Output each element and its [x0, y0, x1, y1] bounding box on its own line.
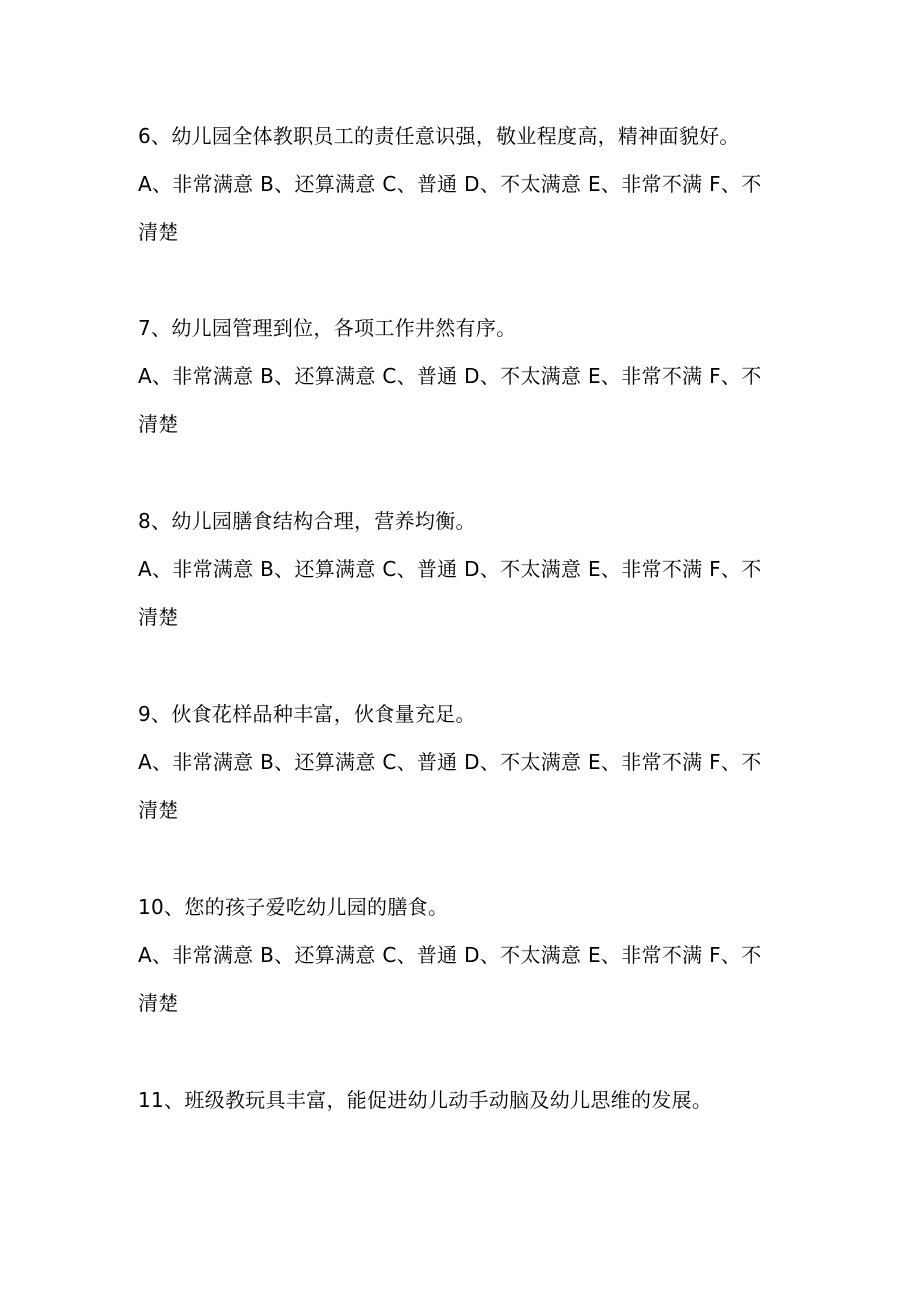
question-6-options-continued: 清楚: [138, 220, 179, 244]
question-8-options-continued: 清楚: [138, 605, 179, 629]
question-10-text: 10、您的孩子爱吃幼儿园的膳食。: [138, 895, 449, 919]
question-6-text: 6、幼儿园全体教职员工的责任意识强，敬业程度高，精神面貌好。: [138, 124, 740, 148]
question-8-options: A、非常满意 B、还算满意 C、普通 D、不太满意 E、非常不满 F、不: [138, 557, 762, 581]
question-11-text: 11、班级教玩具丰富，能促进幼儿动手动脑及幼儿思维的发展。: [138, 1088, 713, 1112]
question-8-text: 8、幼儿园膳食结构合理，营养均衡。: [138, 509, 476, 533]
question-9-options: A、非常满意 B、还算满意 C、普通 D、不太满意 E、非常不满 F、不: [138, 750, 762, 774]
question-6-options: A、非常满意 B、还算满意 C、普通 D、不太满意 E、非常不满 F、不: [138, 172, 762, 196]
question-7-options-continued: 清楚: [138, 412, 179, 436]
question-9-options-continued: 清楚: [138, 798, 179, 822]
question-9-text: 9、伙食花样品种丰富，伙食量充足。: [138, 702, 476, 726]
question-10-options: A、非常满意 B、还算满意 C、普通 D、不太满意 E、非常不满 F、不: [138, 943, 762, 967]
question-7-text: 7、幼儿园管理到位，各项工作井然有序。: [138, 316, 517, 340]
question-10-options-continued: 清楚: [138, 991, 179, 1015]
question-7-options: A、非常满意 B、还算满意 C、普通 D、不太满意 E、非常不满 F、不: [138, 364, 762, 388]
